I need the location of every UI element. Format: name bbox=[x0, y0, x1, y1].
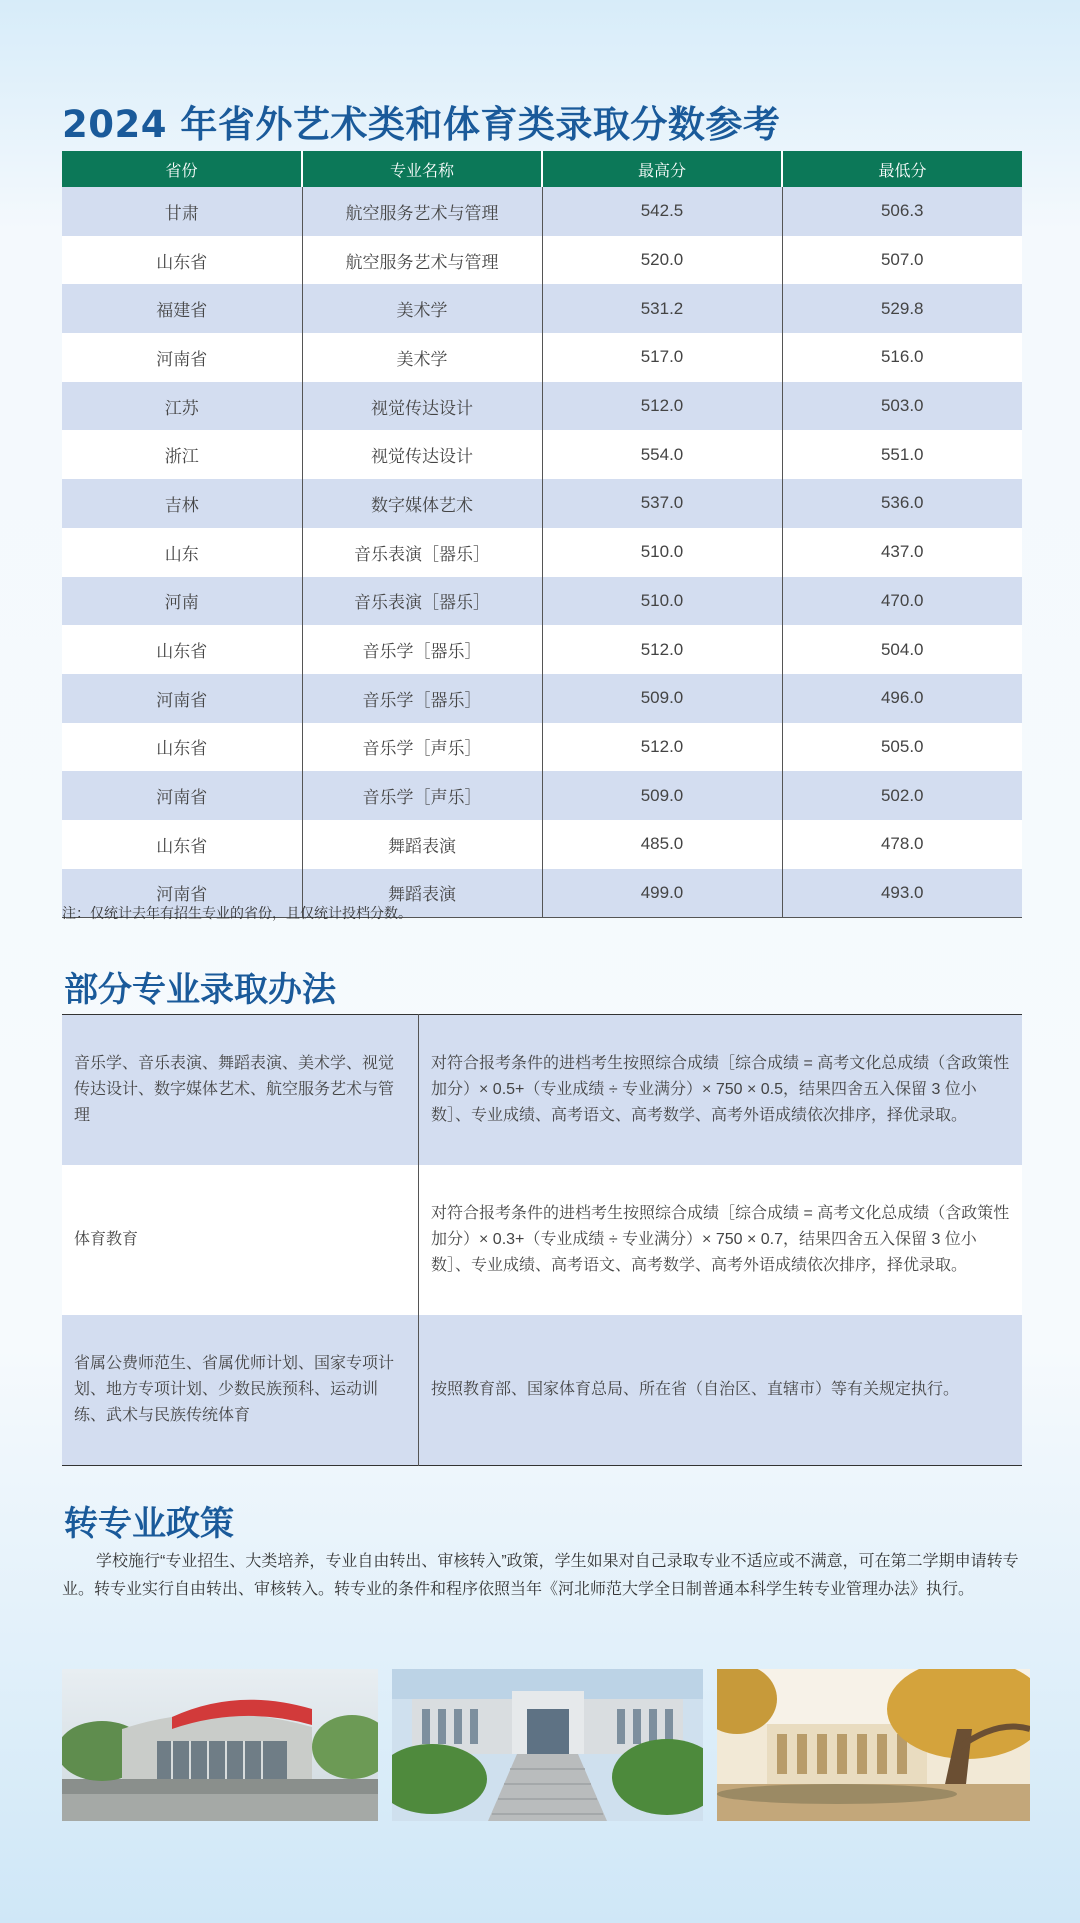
campus-library-photo bbox=[392, 1669, 703, 1821]
table-row bbox=[62, 236, 1022, 285]
cell-max-score: 512.0 bbox=[542, 723, 782, 772]
cell-major: 舞蹈表演 bbox=[302, 820, 542, 869]
admission-methods-table bbox=[62, 1014, 1022, 1466]
cell-province: 山东省 bbox=[62, 236, 302, 285]
cell-province: 山东省 bbox=[62, 625, 302, 674]
cell-major: 音乐学［器乐］ bbox=[302, 674, 542, 723]
table-row bbox=[62, 430, 1022, 479]
cell-min-score: 506.3 bbox=[782, 187, 1022, 236]
cell-major: 航空服务艺术与管理 bbox=[302, 236, 542, 285]
cell-province: 河南省 bbox=[62, 674, 302, 723]
cell-min-score: 503.0 bbox=[782, 382, 1022, 431]
cell-min-score: 470.0 bbox=[782, 577, 1022, 626]
column-header-max-score: 最高分 bbox=[542, 151, 782, 187]
cell-major: 音乐学［声乐］ bbox=[302, 723, 542, 772]
cell-min-score: 507.0 bbox=[782, 236, 1022, 285]
cell-max-score: 510.0 bbox=[542, 528, 782, 577]
cell-province: 浙江 bbox=[62, 430, 302, 479]
cell-province: 山东省 bbox=[62, 723, 302, 772]
cell-min-score: 529.8 bbox=[782, 284, 1022, 333]
cell-min-score: 502.0 bbox=[782, 771, 1022, 820]
methods-row bbox=[62, 1015, 1022, 1166]
table-row bbox=[62, 820, 1022, 869]
cell-province: 河南省 bbox=[62, 771, 302, 820]
campus-auditorium-photo bbox=[62, 1669, 378, 1821]
table-row bbox=[62, 382, 1022, 431]
transfer-heading: 转专业政策 bbox=[64, 1504, 234, 1544]
cell-max-score: 509.0 bbox=[542, 674, 782, 723]
cell-max-score: 517.0 bbox=[542, 333, 782, 382]
campus-building-autumn-photo bbox=[717, 1669, 1030, 1821]
table-row bbox=[62, 771, 1022, 820]
cell-max-score: 554.0 bbox=[542, 430, 782, 479]
cell-min-score: 504.0 bbox=[782, 625, 1022, 674]
cell-min-score: 437.0 bbox=[782, 528, 1022, 577]
methods-row bbox=[62, 1315, 1022, 1466]
cell-province: 河南省 bbox=[62, 333, 302, 382]
cell-major: 舞蹈表演 bbox=[302, 869, 542, 918]
table-row bbox=[62, 479, 1022, 528]
cell-major: 视觉传达设计 bbox=[302, 382, 542, 431]
transfer-policy-text: 学校施行“专业招生、大类培养，专业自由转出、审核转入”政策，学生如果对自己录取专业不适应或不满意，可在第二学期申请转专业。转专业实行自由转出、审核转入。转专业的条件和程序依照当年《河北师范大学全日制普通本科学生转专业管理办法》执行。 bbox=[62, 1553, 1019, 1598]
cell-max-score: 499.0 bbox=[542, 869, 782, 918]
cell-min-score: 536.0 bbox=[782, 479, 1022, 528]
table-row bbox=[62, 674, 1022, 723]
cell-max-score: 512.0 bbox=[542, 382, 782, 431]
cell-min-score: 551.0 bbox=[782, 430, 1022, 479]
methods-rule-cell: 对符合报考条件的进档考生按照综合成绩［综合成绩 = 高考文化总成绩（含政策性加分）× 0.5+（专业成绩 ÷ 专业满分）× 750 × 0.5，结果四舍五入保留 3 位小数］、专业成绩、高考语文、高考数学、高考外语成绩依次排序，择优录取。 bbox=[419, 1015, 1023, 1166]
cell-province: 山东省 bbox=[62, 820, 302, 869]
cell-min-score: 478.0 bbox=[782, 820, 1022, 869]
cell-max-score: 510.0 bbox=[542, 577, 782, 626]
table-row bbox=[62, 187, 1022, 236]
table-row bbox=[62, 284, 1022, 333]
table-body bbox=[62, 187, 1022, 918]
cell-min-score: 493.0 bbox=[782, 869, 1022, 918]
cell-min-score: 516.0 bbox=[782, 333, 1022, 382]
cell-province: 河南 bbox=[62, 577, 302, 626]
column-header-major: 专业名称 bbox=[302, 151, 542, 187]
methods-majors-cell: 音乐学、音乐表演、舞蹈表演、美术学、视觉传达设计、数字媒体艺术、航空服务艺术与管理 bbox=[62, 1015, 419, 1166]
methods-rule-cell: 对符合报考条件的进档考生按照综合成绩［综合成绩 = 高考文化总成绩（含政策性加分）× 0.3+（专业成绩 ÷ 专业满分）× 750 × 0.7，结果四舍五入保留 3 位小数］、专业成绩、高考语文、高考数学、高考外语成绩依次排序，择优录取。 bbox=[419, 1165, 1023, 1315]
cell-min-score: 496.0 bbox=[782, 674, 1022, 723]
cell-major: 视觉传达设计 bbox=[302, 430, 542, 479]
table-row bbox=[62, 577, 1022, 626]
cell-max-score: 512.0 bbox=[542, 625, 782, 674]
methods-row bbox=[62, 1165, 1022, 1315]
table-row bbox=[62, 723, 1022, 772]
cell-max-score: 509.0 bbox=[542, 771, 782, 820]
cell-province: 吉林 bbox=[62, 479, 302, 528]
cell-major: 音乐表演［器乐］ bbox=[302, 528, 542, 577]
cell-major: 音乐学［器乐］ bbox=[302, 625, 542, 674]
cell-min-score: 505.0 bbox=[782, 723, 1022, 772]
column-header-min-score: 最低分 bbox=[782, 151, 1022, 187]
methods-majors-cell: 体育教育 bbox=[62, 1165, 419, 1315]
cell-major: 美术学 bbox=[302, 284, 542, 333]
cell-major: 美术学 bbox=[302, 333, 542, 382]
table-row bbox=[62, 528, 1022, 577]
cell-max-score: 520.0 bbox=[542, 236, 782, 285]
methods-rule-cell: 按照教育部、国家体育总局、所在省（自治区、直辖市）等有关规定执行。 bbox=[419, 1315, 1023, 1466]
cell-province: 江苏 bbox=[62, 382, 302, 431]
column-header-province: 省份 bbox=[62, 151, 302, 187]
cell-max-score: 537.0 bbox=[542, 479, 782, 528]
table-row bbox=[62, 333, 1022, 382]
cell-province: 河南省 bbox=[62, 869, 302, 918]
cell-major: 音乐学［声乐］ bbox=[302, 771, 542, 820]
table-header-row bbox=[62, 151, 1022, 187]
methods-majors-cell: 省属公费师范生、省属优师计划、国家专项计划、地方专项计划、少数民族预科、运动训练、武术与民族传统体育 bbox=[62, 1315, 419, 1466]
methods-heading: 部分专业录取办法 bbox=[64, 970, 336, 1010]
cell-major: 音乐表演［器乐］ bbox=[302, 577, 542, 626]
cell-max-score: 485.0 bbox=[542, 820, 782, 869]
cell-max-score: 542.5 bbox=[542, 187, 782, 236]
cell-province: 甘肃 bbox=[62, 187, 302, 236]
cell-max-score: 531.2 bbox=[542, 284, 782, 333]
page-title: 2024 年省外艺术类和体育类录取分数参考 bbox=[62, 103, 781, 146]
cell-province: 山东 bbox=[62, 528, 302, 577]
cell-province: 福建省 bbox=[62, 284, 302, 333]
cell-major: 数字媒体艺术 bbox=[302, 479, 542, 528]
admission-score-table bbox=[62, 151, 1022, 918]
table-row bbox=[62, 625, 1022, 674]
table-note: 注：仅统计去年有招生专业的省份，且仅统计投档分数。 bbox=[62, 905, 412, 921]
cell-major: 航空服务艺术与管理 bbox=[302, 187, 542, 236]
